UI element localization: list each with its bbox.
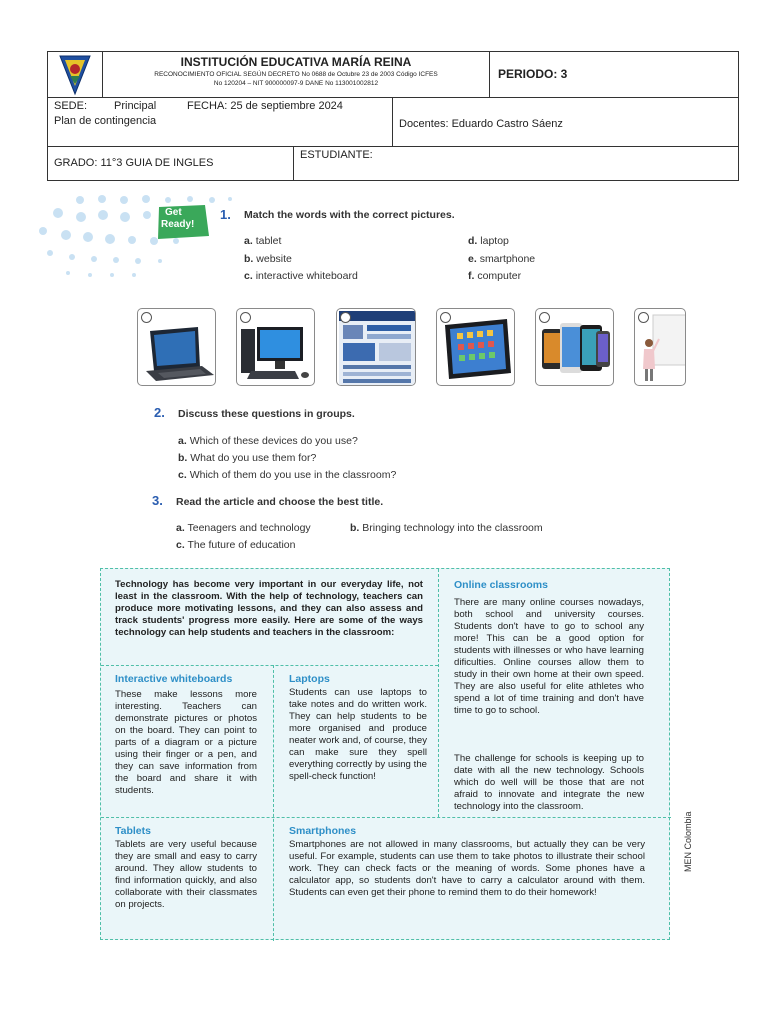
plan-text: Plan de contingencia — [54, 115, 157, 127]
divider — [273, 665, 274, 941]
q1-number: 1. — [220, 207, 231, 222]
get-ready-line2: Ready! — [161, 219, 195, 230]
get-ready-badge — [155, 204, 211, 240]
tablets-text: Tablets are very useful because they are small and easy to carry around. They allow students to find information quickly, and also collaborate with their classmates on projects. — [115, 839, 257, 910]
article-panel — [100, 568, 670, 940]
q2-number: 2. — [154, 405, 165, 420]
q1-option-e: e. smartphone — [468, 253, 536, 265]
q3-heading: Read the article and choose the best title. — [176, 496, 384, 508]
smartphones-text: Smartphones are not allowed in many classrooms, but actually they can be very useful. For example, students can use them to take photos to illustrate their school work. They can check facts or the meaning of words. Some phones have a calculator app, so students don't have to carry a calculator around with them. Students can even get their phone to remind them to do their homework! — [289, 839, 645, 898]
date-text: FECHA: 25 de septiembre 2024 — [187, 100, 343, 112]
sede-label: SEDE: — [54, 100, 88, 112]
school-title-cell — [102, 51, 490, 98]
laptop-picture[interactable] — [137, 308, 216, 386]
q1-option-b: b. website — [244, 253, 292, 265]
tablet-picture[interactable] — [436, 308, 515, 386]
article-intro: Technology has become very important in our everyday life, not least in the classroom. With the help of technology, teachers can produce more motivating lessons, and they can also assess and track students' progress more easily. Here are some of the ways technology can help students and teachers in the classroom: — [115, 579, 423, 638]
answer-circle[interactable] — [638, 312, 649, 323]
answer-circle[interactable] — [440, 312, 451, 323]
q3-item-c: c. The future of education — [176, 539, 296, 551]
q2-item-c: c. Which of them do you use in the classroom? — [178, 469, 397, 481]
divider — [101, 817, 671, 818]
grade-cell — [47, 146, 294, 181]
grade-text: GRADO: 11°3 GUIA DE INGLES — [54, 157, 214, 169]
period-label: PERIODO: 3 — [498, 67, 568, 81]
website-picture[interactable] — [336, 308, 416, 386]
q3-item-b: b. Bringing technology into the classroom — [350, 522, 543, 534]
q2-item-a: a. Which of these devices do you use? — [178, 435, 358, 447]
school-shield-logo — [48, 52, 102, 97]
online-text-1: There are many online courses nowadays, both school and university courses. Students don't have to go to school any more! This can be a good option for students with illnesses or who have learning dificulties. Online courses allow them to study in their own home at their own speed. They are also useful for elite athletes who spend a lot of time training and don't have time to go to school. — [454, 597, 644, 716]
q1-option-a: a. tablet — [244, 235, 282, 247]
laptops-heading: Laptops — [289, 673, 330, 685]
whiteboards-heading: Interactive whiteboards — [115, 673, 233, 685]
q2-heading: Discuss these questions in groups. — [178, 408, 355, 420]
sede-value: Principal — [114, 100, 157, 112]
student-cell — [293, 146, 739, 181]
q1-option-d: d. laptop — [468, 235, 509, 247]
answer-circle[interactable] — [240, 312, 251, 323]
recognition-text: RECONOCIMIENTO OFICIAL SEGÚN DECRETO No 0688 de Octubre 23 de 2003 Código ICFES — [154, 71, 438, 78]
q2-item-b: b. What do you use them for? — [178, 452, 317, 464]
whiteboards-text: These make lessons more interesting. Teachers can demonstrate pictures or photos on the board. They can point to parts of a diagram or a picture using their finger or a pen, and they can save information from the board and share it with students. — [115, 689, 257, 796]
period-cell — [489, 51, 739, 98]
online-heading: Online classrooms — [454, 579, 548, 591]
answer-circle[interactable] — [539, 312, 550, 323]
answer-circle[interactable] — [340, 312, 351, 323]
q1-option-f: f. computer — [468, 270, 522, 282]
get-ready-line1: Get — [165, 207, 182, 218]
answer-circle[interactable] — [141, 312, 152, 323]
online-text-2: The challenge for schools is keeping up to date with all the new technology. Schools which do well will be those that are not afraid to innovate and integrate the new technology into the classroom. — [454, 753, 644, 812]
computer-picture[interactable] — [236, 308, 315, 386]
q1-heading: Match the words with the correct pictures. — [244, 209, 455, 221]
tablets-heading: Tablets — [115, 825, 151, 837]
q3-item-a: a. Teenagers and technology — [176, 522, 311, 534]
whiteboard-picture[interactable] — [634, 308, 686, 386]
sede-cell — [47, 97, 393, 147]
divider — [101, 665, 438, 666]
school-name: INSTITUCIÓN EDUCATIVA MARÍA REINA — [180, 55, 412, 69]
smartphones-heading: Smartphones — [289, 825, 357, 837]
divider — [438, 569, 439, 817]
q1-option-c: c. interactive whiteboard — [244, 270, 358, 282]
teacher-text: Docentes: Eduardo Castro Sáenz — [399, 118, 563, 130]
credit-text: MEN Colombia — [683, 811, 693, 872]
nit-text: No 120204 – NIT 900000097-9 DANE No 113001002812 — [213, 80, 379, 87]
q3-number: 3. — [152, 493, 163, 508]
logo-cell — [47, 51, 103, 98]
laptops-text: Students can use laptops to take notes and do written work. They can help students to be more organised and produce neater work and, of course, they can make sure they spell everything correctly by using the spell-check function! — [289, 687, 427, 782]
student-label: ESTUDIANTE: — [300, 149, 373, 161]
smartphone-picture[interactable] — [535, 308, 614, 386]
teacher-cell — [392, 97, 739, 147]
